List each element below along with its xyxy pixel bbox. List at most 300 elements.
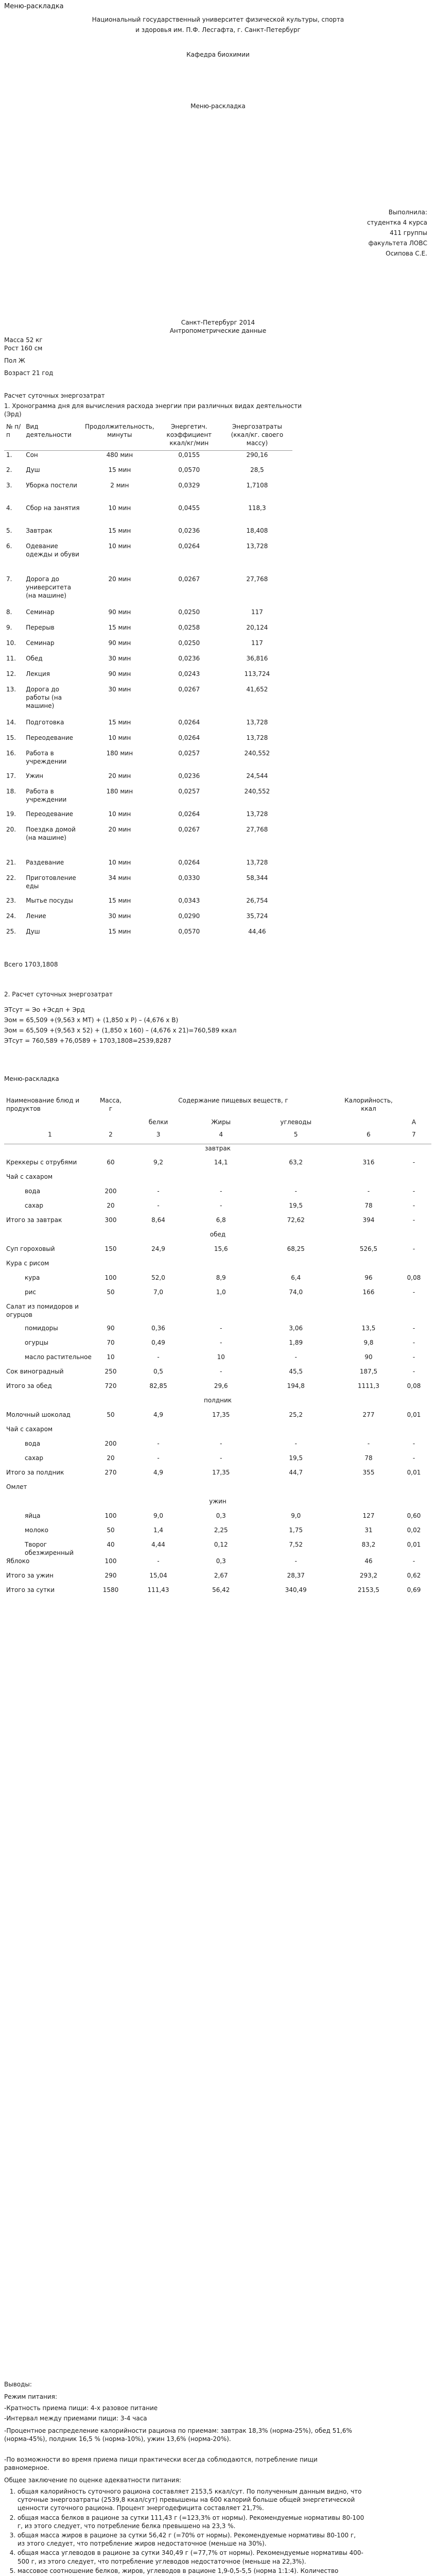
energy: 13,728 [246,734,268,741]
row-num: 7. [6,575,12,583]
fats: - [220,1202,222,1209]
sec1-subheading: 1. Хронограмма дня для вычисления расхода энергии при различных видах деятельности (Эрд) [4,402,302,418]
author-line-1: Выполнила: [388,209,427,216]
mass [96,1173,126,1187]
coefficient: 0,0267 [178,686,200,693]
energy: 44,46 [248,928,266,935]
energy: 26,754 [246,897,268,904]
anthro-height: Рост 160 см [4,345,43,352]
carbs [251,1173,341,1187]
energy: 290,16 [246,451,268,459]
kcal: 9,8 [363,1339,374,1346]
kcal: 355 [362,1469,375,1476]
proteins [126,1425,191,1439]
row-num: 14. [6,719,16,726]
energy: 117 [251,608,263,616]
dish-name: масло растительное [25,1353,92,1361]
activity: Завтрак [26,527,53,534]
table-row [4,1483,431,1497]
row-num: 11. [6,655,16,662]
proteins: 82,85 [149,1382,167,1389]
duration: 180 мин [106,750,133,757]
proteins: 9,2 [153,1159,164,1166]
vitamin-a [396,1483,431,1497]
proteins: 7,0 [153,1289,164,1296]
activity: Одевание одежды и обуви [26,543,79,558]
formula-1: ЭТсут = Эо +Эсдп + Эрд [4,1006,85,1013]
table-row [4,734,292,749]
vitamin-a: 0,01 [407,1541,421,1548]
table-row [4,1173,431,1187]
sec1-total: Всего 1703,1808 [4,961,58,968]
vitamin-a [396,1259,431,1274]
fats: 15,6 [214,1245,228,1252]
table-row [4,1540,431,1557]
row-num: 12. [6,670,16,677]
mass: 200 [104,1188,117,1195]
energy: 118,3 [248,504,266,512]
dish-name: Суп гороховый [6,1245,55,1252]
energy: 13,728 [246,719,268,726]
mass [96,1302,126,1324]
table-row [4,608,292,623]
coefficient: 0,0570 [178,466,200,473]
vitamin-a: - [412,1339,415,1346]
table-row [4,685,292,718]
list-item: 4. общая масса углеводов в рационе за сутки 340,49 г (=77,7% от нормы). Рекомендуемые нормативы 400-500 г, из этого следует, что потребление углеводов недостаточное (меньше на 22,3%). [18,2549,364,2565]
mass: 300 [104,1216,117,1224]
col-duration: Продолжительность, минуты [85,423,154,439]
activity: Мытье посуды [26,897,73,904]
dish-name: Омлет [6,1483,27,1490]
fats: 56,42 [212,1586,230,1594]
coefficient: 0,0267 [178,826,200,833]
dish-name: Итого за сутки [6,1586,55,1594]
table-row [4,896,292,912]
energy: 35,724 [246,912,268,920]
carbs: 28,37 [287,1572,305,1580]
carbs: 3,06 [289,1325,303,1332]
carbs: 1,75 [289,1527,303,1534]
mass: 1580 [102,1586,119,1594]
carbs: 44,7 [289,1469,303,1476]
fats: - [220,1454,222,1462]
proteins [126,1259,191,1274]
vitamin-a: 0,02 [407,1527,421,1534]
menu-body [4,1144,431,1600]
coefficient: 0,0243 [178,670,200,677]
duration: 2 мин [110,482,129,489]
table-row [4,1367,431,1382]
kcal [341,1259,396,1274]
mass: 200 [104,1440,117,1447]
mass: 10 [107,1353,115,1361]
kcal: 187,5 [359,1368,378,1375]
menu-sub-fats: Жиры [211,1118,231,1126]
vitamin-a: 0,69 [407,1586,421,1594]
mass: 250 [104,1368,117,1375]
sec2-heading: 2. Расчет суточных энергозатрат [4,991,113,998]
activity: Лениe [26,912,46,920]
table-row [4,825,292,858]
menu-num-1: 1 [48,1131,52,1138]
table-row [4,1288,431,1302]
table-row [4,1324,431,1338]
row-num: 2. [6,466,12,473]
city-year: Санкт-Петербург 2014 [181,319,255,326]
fats [191,1173,251,1187]
dish-name: Чай с сахаром [6,1426,53,1433]
kcal: - [367,1440,370,1447]
page-title: Меню-раскладка [4,3,64,10]
vitamin-a: 0,62 [407,1572,421,1580]
proteins: 52,0 [151,1274,165,1281]
row-num: 8. [6,608,12,616]
coefficient: 0,0236 [178,655,200,662]
table-row [4,912,292,927]
table-row [4,1353,431,1367]
mass: 270 [104,1469,117,1476]
duration: 30 мин [108,655,131,662]
mass: 100 [104,1557,117,1565]
energy: 13,728 [246,859,268,866]
duration: 30 мин [108,912,131,920]
menu-col-name: Наименование блюд и продуктов [6,1097,80,1113]
carbs [251,1259,341,1274]
coefficient: 0,0250 [178,608,200,616]
mass: 100 [104,1512,117,1519]
table-row [4,575,292,608]
energy: 1,7108 [246,482,268,489]
anthro-age: Возраст 21 год [4,369,54,377]
menu-sub-vitamin-a: А [411,1118,416,1126]
kcal: 90 [364,1353,373,1361]
activity: Работа в учреждении [26,788,67,804]
dish-name: огурцы [25,1339,49,1346]
kcal [341,1173,396,1187]
proteins [126,1302,191,1324]
duration: 10 мин [108,504,131,512]
energy: 58,344 [246,874,268,882]
fats: 14,1 [214,1159,228,1166]
proteins: - [157,1188,160,1195]
table-row [4,1571,431,1586]
adequacy-heading: Общее заключение по оценке адекватности питания: [4,2477,181,2484]
table-row [4,504,292,527]
energy: 20,124 [246,624,268,631]
university-line-1: Национальный государственный университет физической культуры, спорта [92,16,344,23]
dish-name: Креккеры с отрубями [6,1159,77,1166]
kcal: 78 [364,1202,373,1209]
carbs: 194,8 [287,1382,305,1389]
proteins: 4,44 [151,1541,165,1548]
duration: 20 мин [108,575,131,583]
row-num: 24. [6,912,16,920]
menu-num-5: 5 [293,1131,298,1138]
row-num: 3. [6,482,12,489]
activity: Работа в учреждении [26,750,67,766]
dish-name: Итого за ужин [6,1572,54,1580]
table-row [4,749,292,772]
vitamin-a: - [412,1245,415,1252]
duration: 10 мин [108,810,131,818]
activity: Поездка домой (на машине) [26,826,76,842]
carbs: - [294,1188,297,1195]
fats: 2,25 [214,1527,228,1534]
carbs: 1,89 [289,1339,303,1346]
meal-label: завтрак [204,1144,231,1152]
fats: 8,9 [216,1274,226,1281]
vitamin-a: 0,08 [407,1274,421,1281]
regime-3: -Процентное распределение калорийности рациона по приемам: завтрак 18,3% (норма-25%), обед 51,6% (норма-45%), полдник 16,5 % (норма-10%), ужин 13,6% (норма-20%). [4,2427,352,2443]
activity: Приготовление еды [26,874,76,890]
row-num: 4. [6,504,12,512]
regime-4: -По возможности во время приема пищи практически всегда соблюдаются, потребление пищи равномерное. [4,2456,318,2472]
energy: 117 [251,639,263,647]
fats: - [220,1325,222,1332]
mass [96,1425,126,1439]
vitamin-a: 0,01 [407,1411,421,1418]
activity: Перерыв [26,624,55,631]
table-row [4,1201,431,1216]
mass [96,1259,126,1274]
meal-label-row [4,1230,431,1245]
carbs: 45,5 [289,1368,303,1375]
proteins: 0,36 [151,1325,165,1332]
table-row [4,787,292,810]
proteins [126,1173,191,1187]
coefficient: 0,0264 [178,810,200,818]
carbs: 63,2 [289,1159,303,1166]
fats: 17,35 [212,1411,230,1418]
activity: Душ [26,928,40,935]
coefficient: 0,0257 [178,788,200,795]
table-row [4,481,292,504]
carbs [251,1302,341,1324]
vitamin-a: - [412,1216,415,1224]
carbs: - [294,1440,297,1447]
table-row [4,1411,431,1425]
document-title: Меню-раскладка [190,103,246,110]
activity: Уборка постели [26,482,77,489]
coefficient: 0,0264 [178,543,200,550]
fats: 29,6 [214,1382,228,1389]
kcal [341,1302,396,1324]
duration: 15 мин [108,897,131,904]
dish-name: Яблоко [6,1557,30,1565]
vitamin-a [396,1425,431,1439]
coefficient: 0,0264 [178,719,200,726]
mass: 90 [107,1325,115,1332]
mass: 50 [107,1411,115,1418]
kcal: 78 [364,1454,373,1462]
energy: 24,544 [246,772,268,779]
coefficient: 0,0250 [178,639,200,647]
proteins: 0,5 [153,1368,164,1375]
table-row [4,1526,431,1540]
regime-2: -Интервал между приемами пищи: 3-4 часа [4,2415,147,2422]
university-line-2: и здоровья им. П.Ф. Лесгафта, г. Санкт-Петербург [135,26,301,33]
dish-name: Салат из помидоров и огурцов [6,1303,79,1319]
anthro-mass: Масса 52 кг [4,336,43,344]
duration: 15 мин [108,466,131,473]
menu-num-6: 6 [367,1131,371,1138]
duration: 480 мин [106,451,133,459]
kcal [341,1425,396,1439]
carbs [251,1483,341,1497]
proteins: - [157,1353,160,1361]
duration: 90 мин [108,670,131,677]
table-row [4,1338,431,1353]
activity: Сбор на занятия [26,504,80,512]
carbs: 25,2 [289,1411,303,1418]
kcal: 2153,5 [358,1586,379,1594]
carbs: 74,0 [289,1289,303,1296]
dish-name: Сок виноградный [6,1368,64,1375]
mass: 60 [107,1159,115,1166]
meal-label: обед [210,1231,226,1238]
conclusions-heading: Выводы: [4,2381,32,2388]
dish-name: Итого за завтрак [6,1216,62,1224]
coefficient: 0,0267 [178,575,200,583]
duration: 10 мин [108,859,131,866]
table-row [4,1454,431,1468]
duration: 20 мин [108,826,131,833]
kcal: 526,5 [359,1245,378,1252]
chronogram-body [4,450,292,943]
proteins: 9,0 [153,1512,164,1519]
duration: 15 мин [108,719,131,726]
mass: 20 [107,1454,115,1462]
coefficient: 0,0258 [178,624,200,631]
table-row [4,1259,431,1274]
proteins: 4,9 [153,1469,164,1476]
table-row [4,527,292,542]
fats [191,1483,251,1497]
fats [191,1302,251,1324]
dish-name: сахар [25,1202,44,1209]
proteins: 4,9 [153,1411,164,1418]
duration: 180 мин [106,788,133,795]
coefficient: 0,0329 [178,482,200,489]
carbs: 9,0 [291,1512,301,1519]
kcal: 316 [362,1159,375,1166]
proteins: 1,4 [153,1527,164,1534]
fats: 17,35 [212,1469,230,1476]
proteins: 111,43 [147,1586,169,1594]
energy: 13,728 [246,810,268,818]
vitamin-a: - [412,1289,415,1296]
table-row [4,450,292,466]
duration: 10 мин [108,543,131,550]
kcal: 127 [362,1512,375,1519]
table-row [4,639,292,654]
carbs: 6,4 [291,1274,301,1281]
row-num: 6. [6,543,12,550]
menu-col-nutrients: Содержание пищевых веществ, г [178,1097,288,1104]
dish-name: Кура с рисом [6,1260,49,1267]
table-row [4,466,292,481]
table-row [4,1586,431,1600]
table-row [4,1302,431,1324]
kcal: 1111,3 [358,1382,379,1389]
coefficient: 0,0264 [178,734,200,741]
duration: 90 мин [108,608,131,616]
dish-name: вода [25,1188,41,1195]
row-num: 23. [6,897,16,904]
table-row [4,1425,431,1439]
proteins [126,1483,191,1497]
kcal: 277 [362,1411,375,1418]
menu-num-7: 7 [412,1131,416,1138]
anthro-heading: Антропометрические данные [169,327,267,334]
regime-heading: Режим питания: [4,2393,57,2400]
menu-num-3: 3 [156,1131,161,1138]
activity: Дорога до работы (на машине) [26,686,62,710]
activity: Семинар [26,639,55,647]
duration: 30 мин [108,686,131,693]
coefficient: 0,0290 [178,912,200,920]
table-row [4,1382,431,1396]
kcal [341,1483,396,1497]
carbs: 68,25 [287,1245,305,1252]
table-row [4,542,292,575]
mass [96,1483,126,1497]
table-row [4,1187,431,1201]
table-row [4,670,292,685]
activity: Лекция [26,670,50,677]
kcal: 96 [364,1274,373,1281]
activity: Дорога до университета (на машине) [26,575,72,600]
coefficient: 0,0330 [178,874,200,882]
fats: 6,8 [216,1216,226,1224]
menu-col-mass: Масса, г [99,1097,122,1113]
dish-name: Итого за обед [6,1382,52,1389]
dish-name: Итого за полдник [6,1469,64,1476]
activity: Переодевание [26,810,74,818]
row-num: 21. [6,859,16,866]
duration: 34 мин [108,874,131,882]
row-num: 16. [6,750,16,757]
formula-3: Эом = 65,509 +(9,563 х 52) + (1,850 х 160) – (4,676 х 21)=760,589 ккал [4,1027,237,1034]
kcal: 83,2 [361,1541,376,1548]
vitamin-a: 0,08 [407,1382,421,1389]
list-item: 5. массовое соотношение белков, жиров, углеводов в рационе 1,9-0,5-5,5 (норма 1:1:4). Количество [18,2567,364,2576]
carbs: 7,52 [289,1541,303,1548]
list-item: 2. общая масса белков в рационе за сутки 111,43 г (=123,3% от нормы). Рекомендуемые нормативы 80-100 г, из этого следует, что потребление белка превышено на 23,3 %. [18,2514,364,2530]
energy: 240,552 [244,788,270,795]
activity: Переодевание [26,734,74,741]
duration: 15 мин [108,527,131,534]
table-row [4,1216,431,1230]
coefficient: 0,0257 [178,750,200,757]
carbs: 340,49 [285,1586,307,1594]
energy: 13,728 [246,543,268,550]
dish-name: кура [25,1274,40,1281]
duration: 90 мин [108,639,131,647]
coefficient: 0,0455 [178,504,200,512]
fats: 10 [217,1353,225,1361]
kcal: 46 [364,1557,373,1565]
mass: 50 [107,1289,115,1296]
mass: 20 [107,1202,115,1209]
row-num: 22. [6,874,16,882]
mass: 150 [104,1245,117,1252]
fats: - [220,1339,222,1346]
table-row [4,1439,431,1454]
activity: Обед [26,655,43,662]
menu-sub-carbs: углеводы [280,1118,312,1126]
